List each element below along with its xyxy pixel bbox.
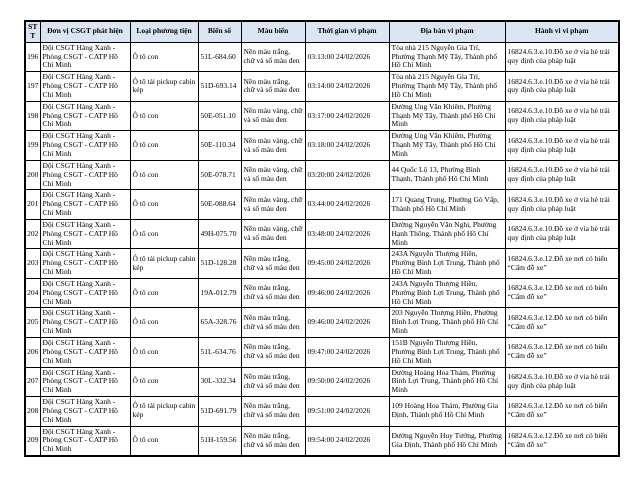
cell-violation-location: Đường Nguyễn Huy Tưởng, Phường Gia Định, Thành phố Hồ Chí Minh — [389, 426, 505, 456]
cell-plate-number: 49H-075.70 — [198, 219, 241, 249]
cell-detecting-unit: Đội CSGT Hàng Xanh - Phòng CSGT - CATP Hồ Chí Minh — [40, 278, 130, 308]
cell-vehicle-type: Ô tô con — [130, 219, 198, 249]
cell-violation-location: 151B Nguyễn Thượng Hiền, Phường Bình Lợi Trung, Thành phố Hồ Chí Minh — [389, 338, 505, 368]
cell-violation-location: Đường Ung Văn Khiêm, Phường Thạnh Mỹ Tây, Thành phố Hồ Chí Minh — [389, 131, 505, 161]
cell-violation-time: 03:48:00 24/02/2026 — [305, 219, 389, 249]
cell-plate-number: 51L-634.76 — [198, 338, 241, 368]
cell-violation-time: 03:44:00 24/02/2026 — [305, 190, 389, 220]
cell-violation-location: 171 Quang Trung, Phường Gò Vấp, Thành phố Hồ Chí Minh — [389, 190, 505, 220]
cell-violation-time: 09:46:00 24/02/2026 — [305, 278, 389, 308]
header-violation-time: Thời gian vi phạm — [305, 21, 389, 42]
cell-violation-time: 03:14:00 24/02/2026 — [305, 72, 389, 102]
cell-violation-location: Tòa nhà 215 Nguyễn Gia Trí, Phường Thạnh Mỹ Tây, Thành phố Hồ Chí Minh — [389, 72, 505, 102]
cell-plate-color: Nền màu trắng, chữ và số màu đen — [241, 338, 305, 368]
cell-detecting-unit: Đội CSGT Hàng Xanh - Phòng CSGT - CATP Hồ Chí Minh — [40, 397, 130, 427]
cell-vehicle-type: Ô tô tải pickup cabin kép — [130, 72, 198, 102]
header-vehicle-type: Loại phương tiện — [130, 21, 198, 42]
table-row — [25, 278, 619, 308]
cell-detecting-unit: Đội CSGT Hàng Xanh - Phòng CSGT - CATP Hồ Chí Minh — [40, 367, 130, 397]
cell-violation-time: 09:45:00 24/02/2026 — [305, 249, 389, 279]
cell-plate-color: Nền màu vàng, chữ và số màu đen — [241, 131, 305, 161]
cell-violation-act: 16824.6.3.e.10.Đỗ xe ở vỉa hè trái quy định của pháp luật — [505, 160, 619, 190]
cell-violation-time: 09:50:00 24/02/2026 — [305, 367, 389, 397]
cell-vehicle-type: Ô tô tải pickup cabin kép — [130, 249, 198, 279]
cell-violation-location: 203 Nguyễn Thượng Hiền, Phường Bình Lợi Trung, Thành phố Hồ Chí Minh — [389, 308, 505, 338]
cell-detecting-unit: Đội CSGT Hàng Xanh - Phòng CSGT - CATP Hồ Chí Minh — [40, 249, 130, 279]
cell-detecting-unit: Đội CSGT Hàng Xanh - Phòng CSGT - CATP Hồ Chí Minh — [40, 426, 130, 456]
cell-stt: 206 — [25, 338, 40, 368]
cell-violation-act: 16824.6.3.e.10.Đỗ xe ở vỉa hè trái quy định của pháp luật — [505, 72, 619, 102]
header-stt: STT — [25, 21, 40, 42]
cell-violation-act: 16824.6.3.e.10.Đỗ xe ở vỉa hè trái quy định của pháp luật — [505, 42, 619, 72]
cell-plate-number: 51D-128.28 — [198, 249, 241, 279]
cell-vehicle-type: Ô tô con — [130, 278, 198, 308]
cell-violation-act: 16824.6.3.e.12.Đỗ xe nơi có biển “Cấm đỗ xe” — [505, 249, 619, 279]
cell-plate-color: Nền màu vàng, chữ và số màu đen — [241, 101, 305, 131]
traffic-violations-table — [24, 20, 620, 457]
cell-stt: 197 — [25, 72, 40, 102]
cell-violation-act: 16824.6.3.e.12.Đỗ xe nơi có biển “Cấm đỗ xe” — [505, 397, 619, 427]
cell-stt: 205 — [25, 308, 40, 338]
cell-plate-color: Nền màu trắng, chữ và số màu đen — [241, 249, 305, 279]
cell-vehicle-type: Ô tô con — [130, 190, 198, 220]
cell-vehicle-type: Ô tô con — [130, 367, 198, 397]
cell-detecting-unit: Đội CSGT Hàng Xanh - Phòng CSGT - CATP Hồ Chí Minh — [40, 219, 130, 249]
header-violation-location: Địa bàn vi phạm — [389, 21, 505, 42]
table-row — [25, 397, 619, 427]
cell-violation-location: Đường Nguyễn Văn Nghi, Phường Hạnh Thông, Thành phố Hồ Chí Minh — [389, 219, 505, 249]
cell-violation-act: 16824.6.3.e.10.Đỗ xe ở vỉa hè trái quy định của pháp luật — [505, 190, 619, 220]
cell-violation-time: 09:47:00 24/02/2026 — [305, 338, 389, 368]
header-violation-act: Hành vi vi phạm — [505, 21, 619, 42]
table-row — [25, 219, 619, 249]
cell-violation-location: 44 Quốc Lộ 13, Phường Bình Thạnh, Thành phố Hồ Chí Minh — [389, 160, 505, 190]
cell-violation-time: 03:20:00 24/02/2026 — [305, 160, 389, 190]
cell-violation-act: 16824.6.3.e.10.Đỗ xe ở vỉa hè trái quy định của pháp luật — [505, 101, 619, 131]
cell-plate-color: Nền màu trắng, chữ và số màu đen — [241, 278, 305, 308]
cell-vehicle-type: Ô tô con — [130, 160, 198, 190]
cell-violation-time: 03:17:00 24/02/2026 — [305, 101, 389, 131]
table-row — [25, 338, 619, 368]
table-row — [25, 426, 619, 456]
cell-detecting-unit: Đội CSGT Hàng Xanh - Phòng CSGT - CATP Hồ Chí Minh — [40, 72, 130, 102]
cell-plate-color: Nền màu trắng, chữ và số màu đen — [241, 308, 305, 338]
cell-vehicle-type: Ô tô con — [130, 426, 198, 456]
cell-detecting-unit: Đội CSGT Hàng Xanh - Phòng CSGT - CATP Hồ Chí Minh — [40, 131, 130, 161]
cell-plate-number: 30L-332.34 — [198, 367, 241, 397]
cell-stt: 208 — [25, 397, 40, 427]
table-row — [25, 101, 619, 131]
cell-stt: 207 — [25, 367, 40, 397]
cell-vehicle-type: Ô tô con — [130, 308, 198, 338]
cell-plate-number: 65A-328.76 — [198, 308, 241, 338]
cell-stt: 198 — [25, 101, 40, 131]
cell-stt: 203 — [25, 249, 40, 279]
cell-vehicle-type: Ô tô tải pickup cabin kép — [130, 397, 198, 427]
cell-plate-color: Nền màu vàng, chữ và số màu đen — [241, 160, 305, 190]
cell-violation-time: 03:13:00 24/02/2026 — [305, 42, 389, 72]
table-row — [25, 160, 619, 190]
cell-violation-location: 243A Nguyễn Thượng Hiền, Phường Bình Lợi Trung, Thành phố Hồ Chí Minh — [389, 249, 505, 279]
cell-violation-location: 109 Hoàng Hoa Thám, Phường Gia Định, Thành phố Hồ Chí Minh — [389, 397, 505, 427]
table-row — [25, 72, 619, 102]
table-row — [25, 131, 619, 161]
header-plate-number: Biển số — [198, 21, 241, 42]
cell-stt: 196 — [25, 42, 40, 72]
cell-violation-location: 243A Nguyễn Thượng Hiền, Phường Bình Lợi Trung, Thành phố Hồ Chí Minh — [389, 278, 505, 308]
cell-detecting-unit: Đội CSGT Hàng Xanh - Phòng CSGT - CATP Hồ Chí Minh — [40, 308, 130, 338]
cell-violation-time: 03:18:00 24/02/2026 — [305, 131, 389, 161]
cell-plate-color: Nền màu vàng, chữ và số màu đen — [241, 219, 305, 249]
cell-violation-act: 16824.6.3.e.10.Đỗ xe ở vỉa hè trái quy định của pháp luật — [505, 219, 619, 249]
cell-violation-act: 16824.6.3.e.10.Đỗ xe ở vỉa hè trái quy định của pháp luật — [505, 367, 619, 397]
cell-plate-color: Nền màu trắng, chữ và số màu đen — [241, 426, 305, 456]
cell-detecting-unit: Đội CSGT Hàng Xanh - Phòng CSGT - CATP Hồ Chí Minh — [40, 101, 130, 131]
cell-vehicle-type: Ô tô con — [130, 131, 198, 161]
cell-violation-location: Đường Ung Văn Khiêm, Phường Thạnh Mỹ Tây, Thành phố Hồ Chí Minh — [389, 101, 505, 131]
table-row — [25, 367, 619, 397]
table-row — [25, 249, 619, 279]
cell-plate-color: Nền màu trắng, chữ và số màu đen — [241, 42, 305, 72]
cell-stt: 200 — [25, 160, 40, 190]
cell-stt: 204 — [25, 278, 40, 308]
cell-violation-act: 16824.6.3.e.12.Đỗ xe nơi có biển “Cấm đỗ xe” — [505, 308, 619, 338]
cell-plate-color: Nền màu vàng, chữ và số màu đen — [241, 190, 305, 220]
cell-detecting-unit: Đội CSGT Hàng Xanh - Phòng CSGT - CATP Hồ Chí Minh — [40, 42, 130, 72]
cell-plate-number: 51L-684.60 — [198, 42, 241, 72]
cell-violation-time: 09:51:00 24/02/2026 — [305, 397, 389, 427]
cell-vehicle-type: Ô tô con — [130, 338, 198, 368]
cell-vehicle-type: Ô tô con — [130, 101, 198, 131]
cell-stt: 202 — [25, 219, 40, 249]
cell-plate-number: 50E-088.64 — [198, 190, 241, 220]
cell-violation-act: 16824.6.3.e.10.Đỗ xe ở vỉa hè trái quy định của pháp luật — [505, 131, 619, 161]
cell-violation-act: 16824.6.3.e.12.Đỗ xe nơi có biển “Cấm đỗ xe” — [505, 338, 619, 368]
violations-table-body — [25, 42, 619, 456]
cell-violation-location: Tòa nhà 215 Nguyễn Gia Trí, Phường Thạnh Mỹ Tây, Thành phố Hồ Chí Minh — [389, 42, 505, 72]
cell-detecting-unit: Đội CSGT Hàng Xanh - Phòng CSGT - CATP Hồ Chí Minh — [40, 190, 130, 220]
header-detecting-unit: Đơn vị CSGT phát hiện — [40, 21, 130, 42]
cell-stt: 209 — [25, 426, 40, 456]
cell-plate-number: 50E-051.10 — [198, 101, 241, 131]
table-row — [25, 190, 619, 220]
cell-plate-number: 50E-078.71 — [198, 160, 241, 190]
cell-violation-act: 16824.6.3.e.12.Đỗ xe nơi có biển “Cấm đỗ xe” — [505, 426, 619, 456]
cell-plate-number: 50E-110.34 — [198, 131, 241, 161]
table-row — [25, 308, 619, 338]
cell-violation-act: 16824.6.3.e.12.Đỗ xe nơi có biển “Cấm đỗ xe” — [505, 278, 619, 308]
table-row — [25, 42, 619, 72]
cell-violation-time: 09:46:00 24/02/2026 — [305, 308, 389, 338]
cell-plate-color: Nền màu trắng, chữ và số màu đen — [241, 367, 305, 397]
cell-plate-number: 19A-012.79 — [198, 278, 241, 308]
cell-plate-color: Nền màu trắng, chữ và số màu đen — [241, 72, 305, 102]
cell-plate-number: 51D-691.79 — [198, 397, 241, 427]
cell-stt: 201 — [25, 190, 40, 220]
cell-plate-number: 51H-159.56 — [198, 426, 241, 456]
header-plate-color: Màu biển — [241, 21, 305, 42]
cell-detecting-unit: Đội CSGT Hàng Xanh - Phòng CSGT - CATP Hồ Chí Minh — [40, 160, 130, 190]
cell-detecting-unit: Đội CSGT Hàng Xanh - Phòng CSGT - CATP Hồ Chí Minh — [40, 338, 130, 368]
cell-plate-number: 51D-693.14 — [198, 72, 241, 102]
cell-violation-time: 09:54:00 24/02/2026 — [305, 426, 389, 456]
cell-vehicle-type: Ô tô con — [130, 42, 198, 72]
table-header-row — [25, 21, 619, 42]
cell-violation-location: Đường Hoàng Hoa Thám, Phường Bình Lợi Trung, Thành phố Hồ Chí Minh — [389, 367, 505, 397]
cell-plate-color: Nền màu trắng, chữ và số màu đen — [241, 397, 305, 427]
cell-stt: 199 — [25, 131, 40, 161]
